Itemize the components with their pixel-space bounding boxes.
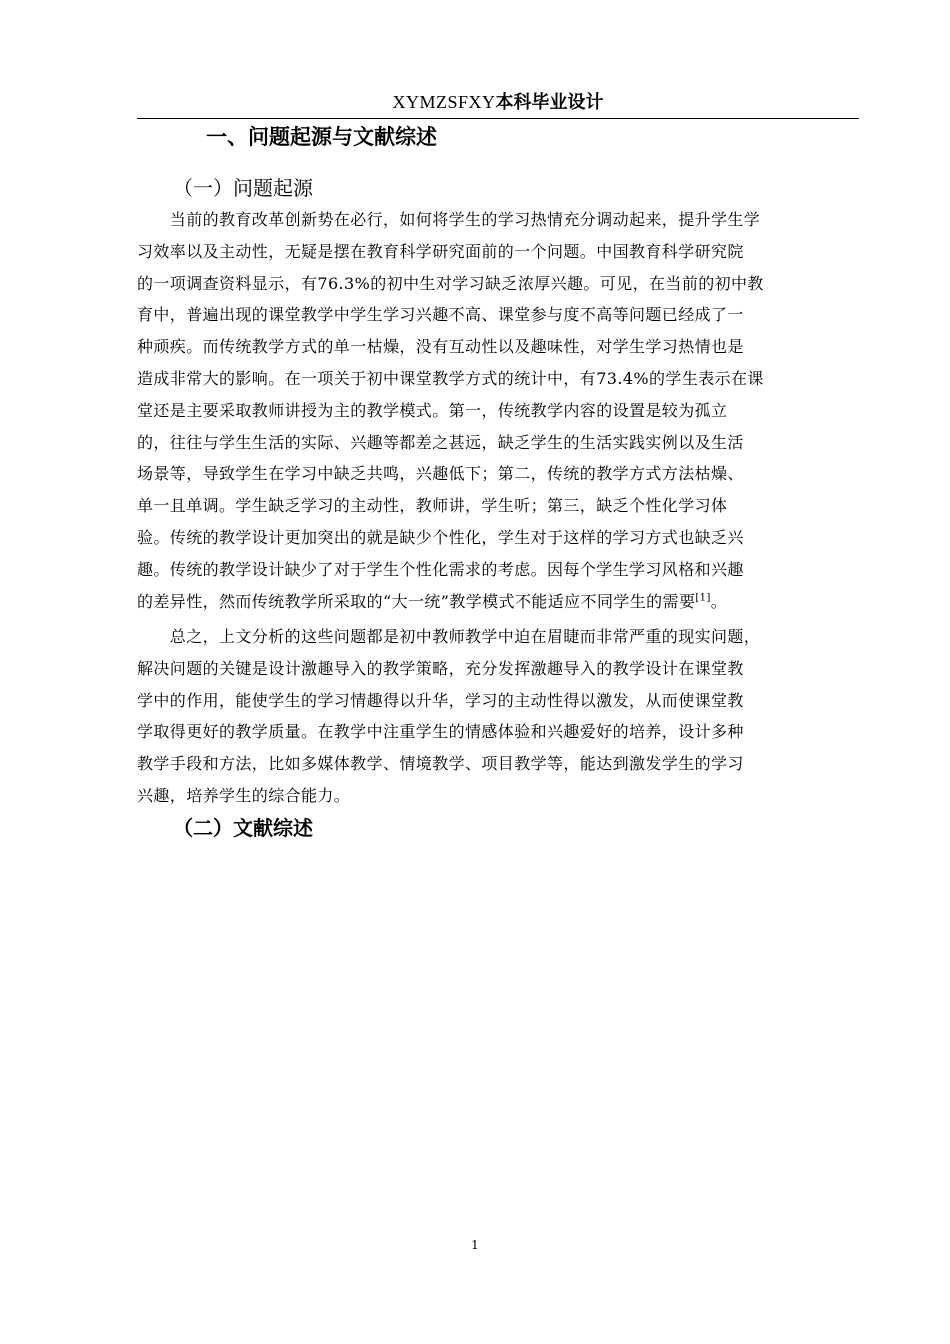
text-line: 趣。传统的教学设计缺少了对于学生个性化需求的考虑。因每个学生学习风格和兴趣 bbox=[137, 559, 744, 579]
header-title: 本科毕业设计 bbox=[495, 92, 604, 113]
text-line: 单一且单调。学生缺乏学习的主动性，教师讲，学生听；第三，缺乏个性化学习体 bbox=[137, 496, 728, 516]
text-line: 造成非常大的影响。在一项关于初中课堂教学方式的统计中，有73.4%的学生表示在课 bbox=[137, 368, 764, 388]
text-line: 验。传统的教学设计更加突出的就是缺少个性化，学生对于这样的学习方式也缺乏兴 bbox=[137, 527, 744, 547]
text-line: 兴趣，培养学生的综合能力。 bbox=[137, 785, 351, 805]
section-heading: 一、问题起源与文献综述 bbox=[206, 125, 437, 149]
page-header bbox=[137, 90, 859, 115]
subsection-heading-origin: （一）问题起源 bbox=[173, 176, 313, 200]
text-line: 解决问题的关键是设计激趣导入的教学策略，充分发挥激趣导入的教学设计在课堂教 bbox=[137, 658, 744, 678]
header-code: XYMZSFXY bbox=[392, 92, 496, 112]
text-line: 学中的作用，能使学生的学习情趣得以升华，学习的主动性得以激发，从而使课堂教 bbox=[137, 690, 744, 710]
paragraph-summary bbox=[137, 621, 859, 812]
sentence-end: 。 bbox=[710, 591, 728, 611]
text-line: 教学手段和方法，比如多媒体教学、情境教学、项目教学等，能达到激发学生的学习 bbox=[137, 754, 744, 774]
subsection-heading-literature: （二）文献综述 bbox=[173, 816, 313, 840]
text-line-last bbox=[137, 586, 859, 618]
text-line: 当前的教育改革创新势在必行，如何将学生的学习热情充分调动起来，提升学生学 bbox=[137, 210, 761, 229]
text-line: 的，往往与学生生活的实际、兴趣等都差之甚远，缺乏学生的生活实践实例以及生活 bbox=[137, 432, 744, 452]
text-line: 习效率以及主动性，无疑是摆在教育科学研究面前的一个问题。中国教育科学研究院 bbox=[137, 241, 744, 261]
text-line: 总之，上文分析的这些问题都是初中教师教学中迫在眉睫而非常严重的现实问题， bbox=[137, 627, 761, 646]
text-line: 场景等，导致学生在学习中缺乏共鸣，兴趣低下；第二，传统的教学方式方法枯燥、 bbox=[137, 464, 744, 484]
citation-reference: [1] bbox=[695, 592, 711, 604]
last-line-text: 的差异性，然而传统教学所采取的“大一统”教学模式不能适应不同学生的需要 bbox=[137, 591, 696, 611]
paragraph-problem-origin bbox=[137, 204, 859, 617]
text-line: 的一项调查资料显示，有76.3%的初中生对学习缺乏浓厚兴趣。可见，在当前的初中教 bbox=[137, 273, 764, 293]
page-number: 1 bbox=[471, 1238, 479, 1252]
text-line: 育中，普遍出现的课堂教学中学生学习兴趣不高、课堂参与度不高等问题已经成了一 bbox=[137, 305, 744, 325]
text-line: 学取得更好的教学质量。在教学中注重学生的情感体验和兴趣爱好的培养，设计多种 bbox=[137, 722, 744, 742]
text-line: 堂还是主要采取教师讲授为主的教学模式。第一，传统教学内容的设置是较为孤立 bbox=[137, 400, 728, 420]
text-line: 种顽疾。而传统教学方式的单一枯燥，没有互动性以及趣味性，对学生学习热情也是 bbox=[137, 337, 744, 357]
